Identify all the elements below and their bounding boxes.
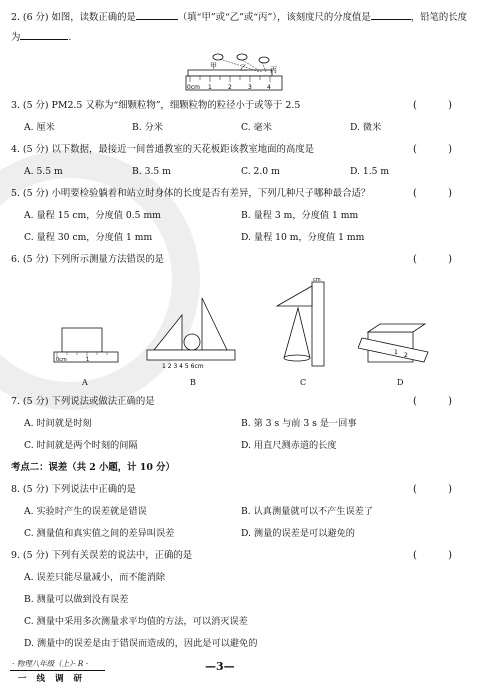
q3-answer-paren[interactable]: ( ) <box>413 100 466 111</box>
q2-blank-3[interactable] <box>20 30 68 40</box>
q6-d-two: 2 <box>404 352 408 359</box>
q5-option-d[interactable]: D. 量程 10 m，分度值 1 mm <box>241 232 365 243</box>
q9-option-b[interactable]: B. 测量可以做到没有误差 <box>24 594 129 605</box>
q9-option-c[interactable]: C. 测量中采用多次测量求平均值的方法，可以消灭误差 <box>24 616 248 627</box>
q8-answer-paren[interactable]: ( ) <box>413 484 466 495</box>
footer-book-title: · 物理八年级（上）· R · <box>12 659 89 668</box>
q6-figure-b <box>142 290 242 370</box>
page-number: —3— <box>205 660 235 673</box>
q6-figure-a <box>52 320 122 368</box>
q2-blank-1[interactable] <box>136 10 178 20</box>
q2-line1 <box>11 10 467 24</box>
cone-base <box>284 355 310 361</box>
q7-option-c[interactable]: C. 时间就是两个时刻的间隔 <box>24 440 138 451</box>
q6-answer-paren[interactable]: ( ) <box>413 254 466 265</box>
q2-fig-yi: 乙 <box>240 64 247 72</box>
q5-answer-paren[interactable]: ( ) <box>413 188 466 199</box>
block <box>62 328 102 352</box>
q2-fig-jia: 甲 <box>210 62 217 70</box>
q2-stem-c: ，铅笔的长度 <box>410 12 468 23</box>
q7-stem: 7. (5 分) 下列说法或做法正确的是 <box>11 396 155 407</box>
q6-label-b: B <box>190 378 196 387</box>
q7-option-a[interactable]: A. 时间就是时刻 <box>24 418 92 429</box>
q8-stem: 8. (5 分) 下列说法中正确的是 <box>11 484 136 495</box>
q3-option-b[interactable]: B. 分米 <box>132 122 163 133</box>
q9-option-a[interactable]: A. 误差只能尽量减小，而不能消除 <box>24 572 166 583</box>
q2-stem-b: （填“甲”或“乙”或“丙”），该刻度尺的分度值是 <box>177 12 371 23</box>
q4-option-d[interactable]: D. 1.5 m <box>350 166 390 177</box>
eye-bing-icon <box>259 57 269 63</box>
q3-option-d[interactable]: D. 微米 <box>350 122 382 133</box>
pencil <box>188 70 272 76</box>
q6-label-d: D <box>397 378 404 387</box>
q2-blank-2[interactable] <box>371 10 411 20</box>
q2-ruler-figure <box>180 50 290 98</box>
q8-option-a[interactable]: A. 实验时产生的误差就是错误 <box>24 506 147 517</box>
q6-b-ticks: 1 2 3 4 5 6cm <box>162 363 204 370</box>
q2-fig-tick-2: 2 <box>228 84 232 91</box>
q5-option-a[interactable]: A. 量程 15 cm，分度值 0.5 mm <box>24 210 161 221</box>
triangle-right <box>202 298 227 350</box>
triangle <box>277 286 312 306</box>
q2-line2: 为 . <box>11 32 72 43</box>
coin <box>184 334 200 350</box>
ruler <box>147 350 235 360</box>
q2-fig-zero: 0cm <box>187 84 200 91</box>
q6-d-one: 1 <box>394 349 398 356</box>
q5-option-c[interactable]: C. 量程 30 cm，分度值 1 mm <box>24 232 153 243</box>
q2-stem-2: 为 <box>11 32 21 43</box>
q7-answer-paren[interactable]: ( ) <box>413 396 466 407</box>
q6-c-cm: cm <box>313 277 321 283</box>
vertical-ruler <box>312 282 324 366</box>
q6-stem: 6. (5 分) 下列所示测量方法错误的是 <box>11 254 165 265</box>
q6-figure-d <box>358 322 438 372</box>
q6-a-zero: 0cm <box>56 357 67 363</box>
eye-jia-icon <box>213 54 223 60</box>
q8-option-c[interactable]: C. 测量值和真实值之间的差异叫误差 <box>24 528 175 539</box>
q6-a-one: 1 <box>86 357 90 363</box>
section-error-heading: 考点二：误差（共 2 小题，计 10 分） <box>11 462 175 473</box>
q9-option-d[interactable]: D. 测量中的误差是由于错误而造成的，因此是可以避免的 <box>24 638 258 649</box>
q8-option-b[interactable]: B. 认真测量就可以不产生误差了 <box>241 506 374 517</box>
q6-label-c: C <box>300 378 307 387</box>
q7-option-d[interactable]: D. 用直尺测赤道的长度 <box>241 440 337 451</box>
q4-stem: 4. (5 分) 以下数据，最接近一间普通教室的天花板距该教室地面的高度是 <box>11 144 315 155</box>
q2-fig-tick-3: 3 <box>248 84 252 91</box>
q3-option-c[interactable]: C. 毫米 <box>241 122 272 133</box>
q4-answer-paren[interactable]: ( ) <box>413 144 466 155</box>
q9-answer-paren[interactable]: ( ) <box>413 550 466 561</box>
q4-option-c[interactable]: C. 2.0 m <box>241 166 280 177</box>
q4-option-a[interactable]: A. 5.5 m <box>24 166 63 177</box>
q4-option-b[interactable]: B. 3.5 m <box>132 166 171 177</box>
q5-option-b[interactable]: B. 量程 3 m，分度值 1 mm <box>241 210 359 221</box>
q3-stem: 3. (5 分) PM2.5 又称为“细颗粒物”，细颗粒物的粒径小于或等于 2.5 <box>11 100 301 111</box>
q9-stem: 9. (5 分) 下列有关误差的说法中，正确的是 <box>11 550 193 561</box>
cone <box>284 308 310 358</box>
q2-fig-tick-4: 4 <box>267 84 271 91</box>
footer-series: 一线调研 <box>18 674 93 684</box>
q2-stem: 2. (6 分) 如图，读数正确的是 <box>11 12 136 23</box>
q2-fig-bing: 丙 <box>270 66 277 74</box>
footer-divider <box>10 670 105 671</box>
q7-option-b[interactable]: B. 第 3 s 与前 3 s 是一回事 <box>241 418 357 429</box>
box-top <box>368 324 425 332</box>
q3-option-a[interactable]: A. 厘米 <box>24 122 55 133</box>
q6-label-a: A <box>82 378 88 387</box>
q8-option-d[interactable]: D. 测量的误差是可以避免的 <box>241 528 355 539</box>
q2-fig-tick-1: 1 <box>208 84 212 91</box>
q6-figure-c <box>262 276 342 372</box>
eye-yi-icon <box>237 54 247 60</box>
q5-stem: 5. (5 分) 小明要检验躺着和站立时身体的长度是否有差异，下列几种尺子哪种最合适？ <box>11 188 371 199</box>
triangle-left <box>154 315 182 350</box>
